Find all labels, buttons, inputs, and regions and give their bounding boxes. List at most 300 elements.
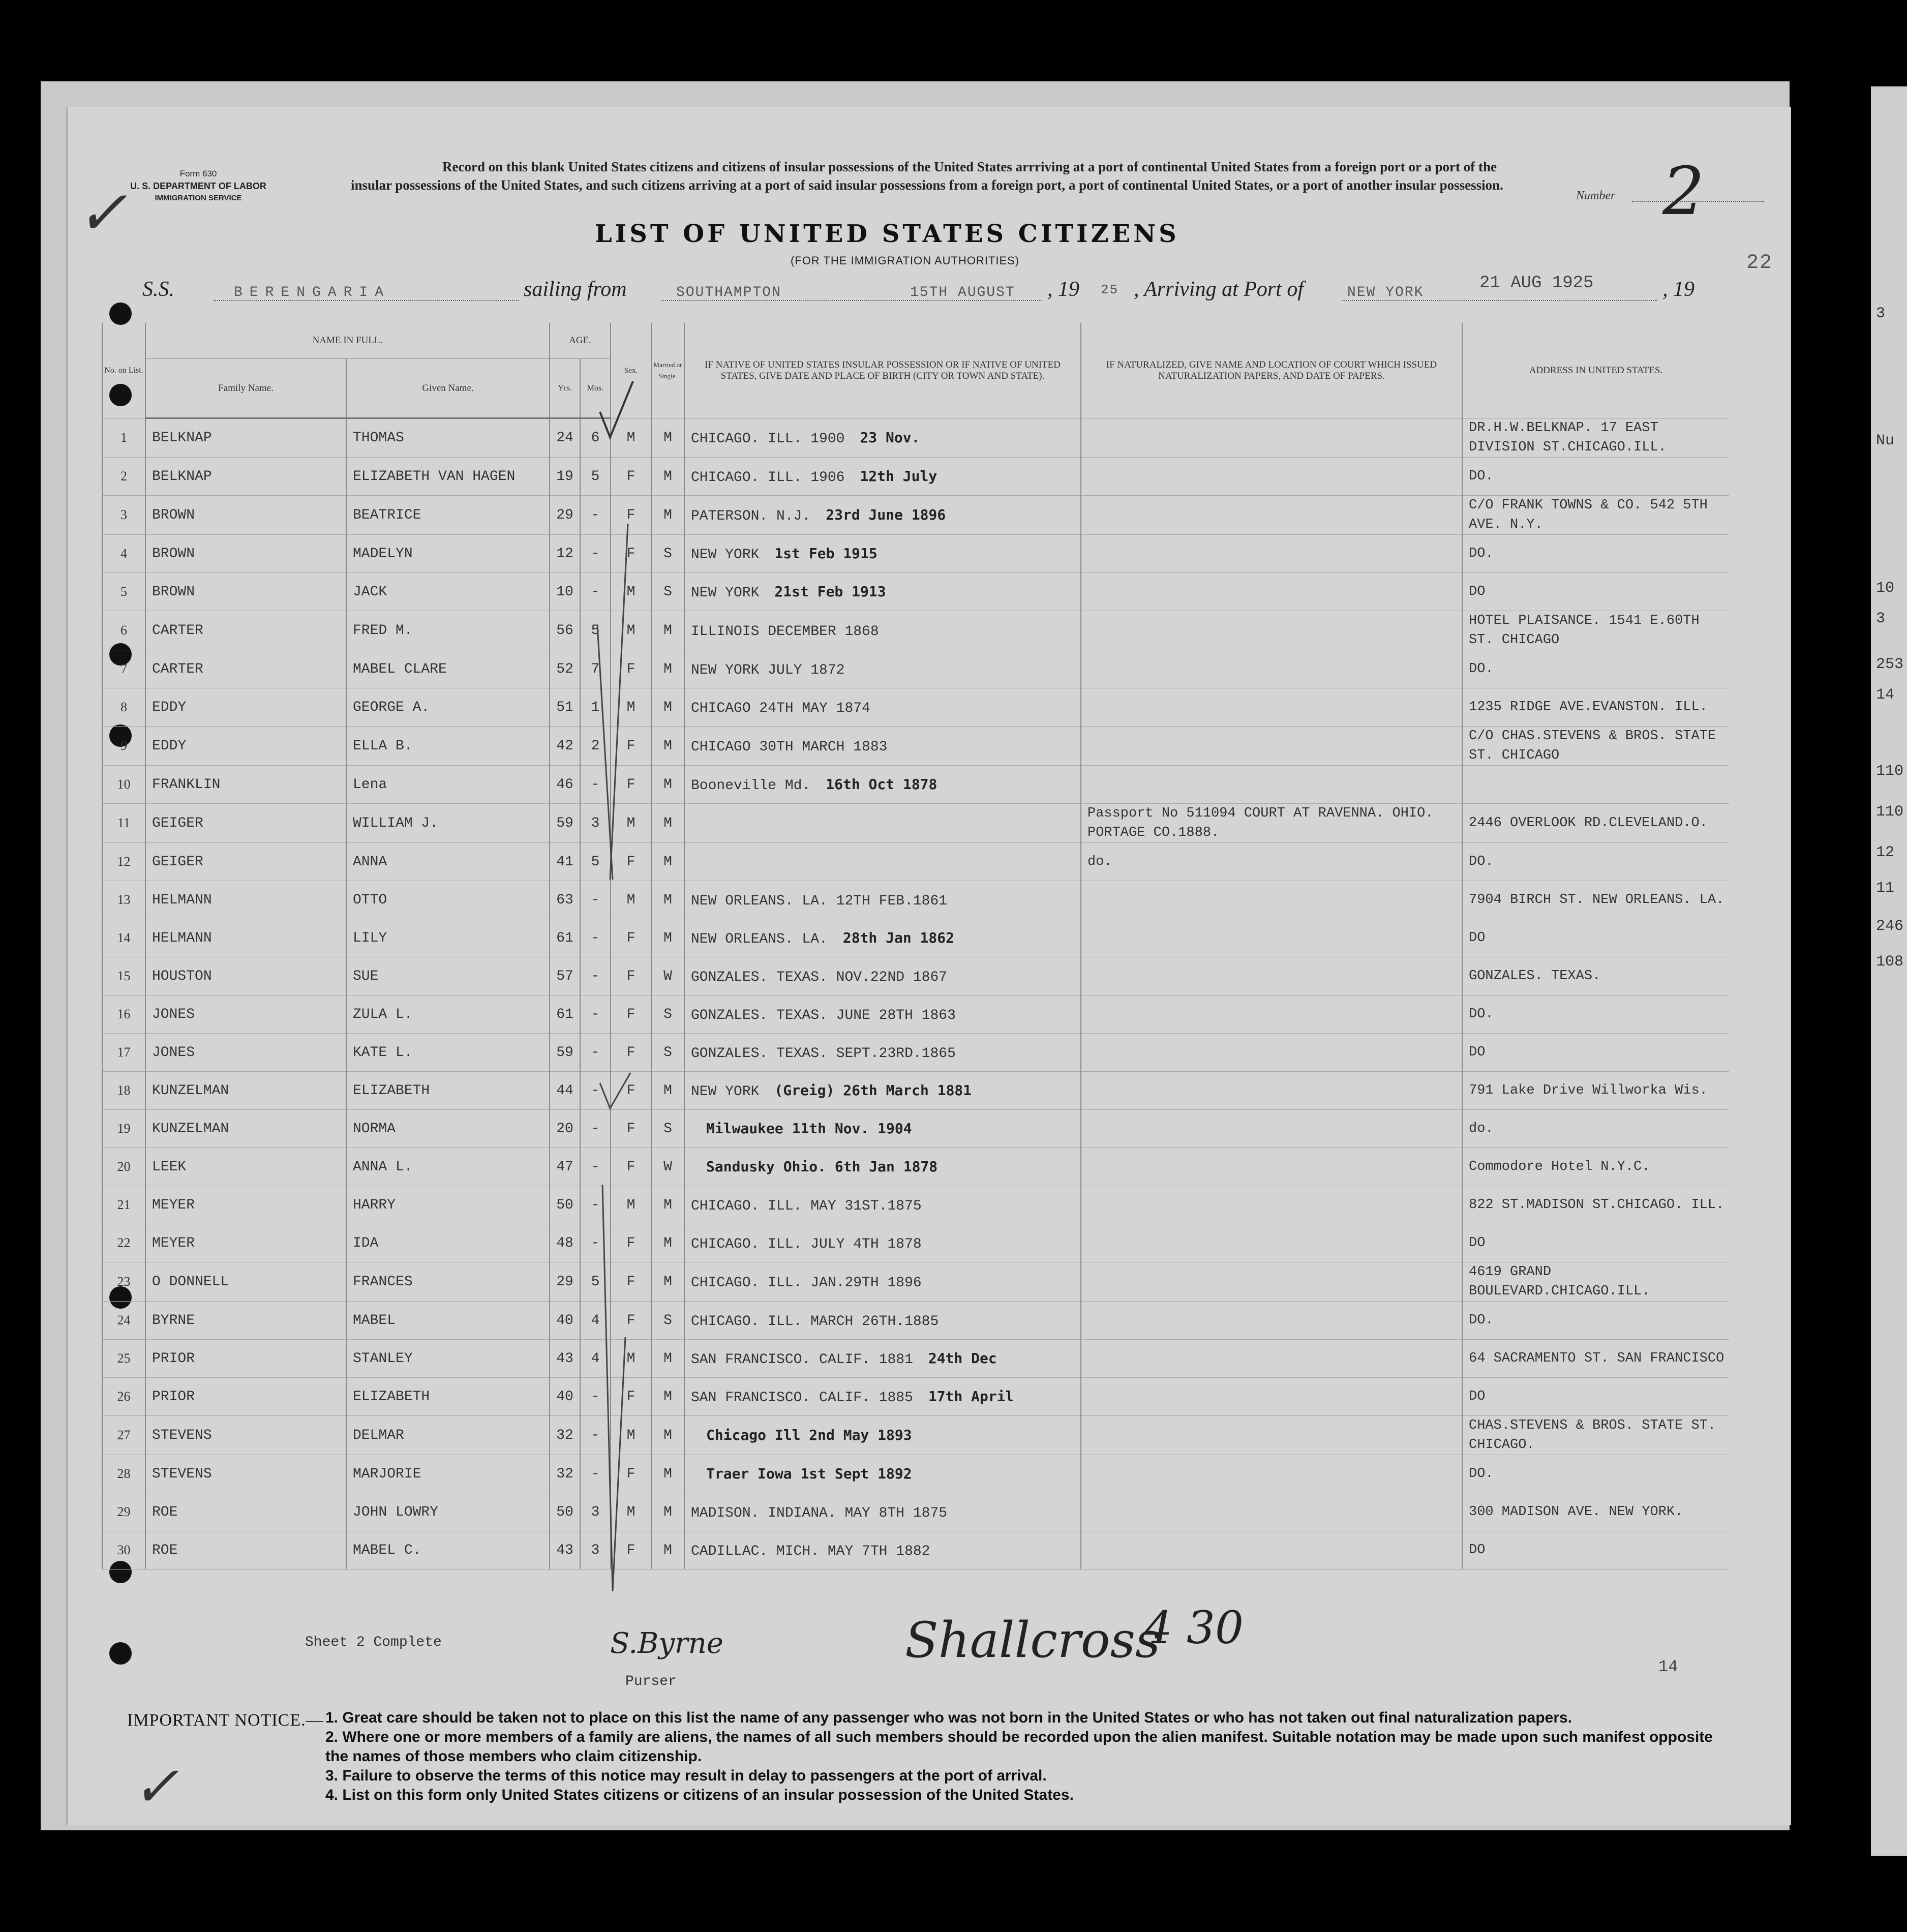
marital-status: M: [651, 919, 684, 957]
row-number: 21: [102, 1186, 145, 1224]
family-name: HOUSTON: [145, 957, 346, 995]
table-row: [102, 727, 1729, 766]
birth-place-date: [684, 458, 1081, 496]
sheet-complete-note: Sheet 2 Complete: [305, 1635, 442, 1650]
sex: F: [611, 1302, 651, 1340]
naturalization: [1081, 1110, 1462, 1148]
given-name: GEORGE A.: [346, 688, 550, 727]
table-row: [102, 1378, 1729, 1416]
birth-typed: CHICAGO 30TH MARCH 1883: [691, 739, 888, 755]
family-name: BELKNAP: [145, 418, 346, 458]
year2-suffix: 22: [1746, 252, 1773, 275]
naturalization: [1081, 1034, 1462, 1072]
age-months: -: [580, 995, 611, 1034]
table-row: [102, 881, 1729, 919]
age-months: -: [580, 535, 611, 573]
age-years: 41: [550, 843, 580, 881]
family-name: GEIGER: [145, 843, 346, 881]
birth-place-date: [684, 804, 1081, 843]
age-years: 10: [550, 573, 580, 611]
age-months: -: [580, 1034, 611, 1072]
row-number: 23: [102, 1262, 145, 1302]
family-name: GEIGER: [145, 804, 346, 843]
address: DO: [1462, 1224, 1729, 1262]
birth-typed: GONZALES. TEXAS. JUNE 28TH 1863: [691, 1007, 956, 1023]
family-name: STEVENS: [145, 1416, 346, 1455]
family-name: KUNZELMAN: [145, 1072, 346, 1110]
service-name: IMMIGRATION SERVICE: [155, 194, 242, 202]
marital-status: S: [651, 535, 684, 573]
row-number: 9: [102, 727, 145, 766]
purser-signature: S.Byrne: [610, 1627, 723, 1660]
address: CHAS.STEVENS & BROS. STATE ST. CHICAGO.: [1462, 1416, 1729, 1455]
page-subtitle: (FOR THE IMMIGRATION AUTHORITIES): [791, 254, 1020, 267]
address: DO: [1462, 1034, 1729, 1072]
family-name: BELKNAP: [145, 458, 346, 496]
given-name: ELLA B.: [346, 727, 550, 766]
birth-place-date: [684, 957, 1081, 995]
sex: F: [611, 919, 651, 957]
sex: F: [611, 1378, 651, 1416]
age-years: 50: [550, 1493, 580, 1531]
row-number: 2: [102, 458, 145, 496]
row-number: 16: [102, 995, 145, 1034]
birth-place-date: [684, 919, 1081, 957]
naturalization: [1081, 1455, 1462, 1493]
table-row: [102, 458, 1729, 496]
sex: F: [611, 1034, 651, 1072]
punch-hole: [109, 1642, 132, 1665]
age-years: 61: [550, 995, 580, 1034]
table-row: [102, 688, 1729, 727]
age-months: 5: [580, 611, 611, 650]
row-number: 6: [102, 611, 145, 650]
address: DO.: [1462, 1302, 1729, 1340]
family-name: PRIOR: [145, 1378, 346, 1416]
marital-status: M: [651, 1186, 684, 1224]
family-name: HELMANN: [145, 881, 346, 919]
naturalization: Passport No 511094 COURT AT RAVENNA. OHIO. PORTAGE CO.1888.: [1081, 804, 1462, 843]
table-row: [102, 957, 1729, 995]
naturalization: [1081, 1493, 1462, 1531]
col-header-yrs: Yrs.: [550, 359, 580, 418]
sex: F: [611, 766, 651, 804]
birth-date-overtyped: 17th April: [928, 1387, 1014, 1405]
birth-typed: GONZALES. TEXAS. SEPT.23RD.1865: [691, 1045, 956, 1062]
age-months: 5: [580, 1262, 611, 1302]
address: 1235 RIDGE AVE.EVANSTON. ILL.: [1462, 688, 1729, 727]
given-name: ELIZABETH: [346, 1378, 550, 1416]
adjacent-page-fragment: 3: [1876, 610, 1886, 627]
marital-status: S: [651, 1302, 684, 1340]
age-months: -: [580, 766, 611, 804]
given-name: OTTO: [346, 881, 550, 919]
number-value: 2: [1662, 153, 1705, 230]
given-name: JOHN LOWRY: [346, 1493, 550, 1531]
address: 791 Lake Drive Willworka Wis.: [1462, 1072, 1729, 1110]
adjacent-page-fragment: 110: [1876, 803, 1904, 821]
family-name: PRIOR: [145, 1340, 346, 1378]
row-number: 13: [102, 881, 145, 919]
number-underline: [1632, 201, 1764, 202]
row-number: 28: [102, 1455, 145, 1493]
address: [1462, 766, 1729, 804]
family-name: BYRNE: [145, 1302, 346, 1340]
adjacent-page-fragment: 14: [1876, 686, 1895, 704]
age-months: 5: [580, 843, 611, 881]
marital-status: M: [651, 1531, 684, 1569]
row-number: 18: [102, 1072, 145, 1110]
age-months: 3: [580, 804, 611, 843]
table-row: [102, 573, 1729, 611]
birth-typed: CHICAGO. ILL. JULY 4TH 1878: [691, 1236, 922, 1252]
notice-item: 1. Great care should be taken not to place on this list the name of any passenger who was not born in the United States or who has not taken out final naturalization papers.: [325, 1709, 1572, 1726]
adjacent-page-fragment: 110: [1876, 763, 1904, 780]
birth-date-overtyped: 1st Feb 1915: [774, 545, 877, 562]
row-number: 1: [102, 418, 145, 458]
address: do.: [1462, 1110, 1729, 1148]
table-row: [102, 1262, 1729, 1302]
birth-typed: CHICAGO. ILL. MARCH 26TH.1885: [691, 1313, 939, 1330]
given-name: ANNA: [346, 843, 550, 881]
marital-status: M: [651, 766, 684, 804]
sex: F: [611, 727, 651, 766]
address: HOTEL PLAISANCE. 1541 E.60TH ST. CHICAGO: [1462, 611, 1729, 650]
form-number: Form 630: [179, 169, 217, 178]
marital-status: M: [651, 458, 684, 496]
marital-status: W: [651, 957, 684, 995]
birth-place-date: [684, 1378, 1081, 1416]
birth-place-date: [684, 418, 1081, 458]
naturalization: [1081, 496, 1462, 535]
address: DR.H.W.BELKNAP. 17 EAST DIVISION ST.CHICAGO.ILL.: [1462, 418, 1729, 458]
marital-status: S: [651, 995, 684, 1034]
age-years: 63: [550, 881, 580, 919]
marital-status: M: [651, 1340, 684, 1378]
sex: M: [611, 881, 651, 919]
age-months: -: [580, 1455, 611, 1493]
age-months: 3: [580, 1493, 611, 1531]
naturalization: [1081, 1340, 1462, 1378]
table-row: [102, 766, 1729, 804]
marital-status: W: [651, 1148, 684, 1186]
sex: M: [611, 1340, 651, 1378]
age-months: 5: [580, 458, 611, 496]
birth-typed: CHICAGO. ILL. 1900: [691, 431, 845, 447]
naturalization: [1081, 1531, 1462, 1569]
naturalization: [1081, 573, 1462, 611]
arriving-label: , Arriving at Port of: [1134, 278, 1304, 301]
naturalization: [1081, 727, 1462, 766]
table-row: [102, 1340, 1729, 1378]
birth-typed: CADILLAC. MICH. MAY 7TH 1882: [691, 1543, 930, 1559]
given-name: KATE L.: [346, 1034, 550, 1072]
col-header-name: NAME IN FULL.: [145, 323, 550, 359]
marital-status: M: [651, 1072, 684, 1110]
naturalization: [1081, 418, 1462, 458]
ss-label: S.S.: [142, 278, 174, 301]
birth-place-date: [684, 496, 1081, 535]
birth-place-date: [684, 1072, 1081, 1110]
given-name: SUE: [346, 957, 550, 995]
year-suffix: 25: [1101, 282, 1119, 297]
birth-place-date: [684, 1340, 1081, 1378]
age-years: 40: [550, 1302, 580, 1340]
birth-date-overtyped: 23 Nov.: [860, 429, 920, 446]
family-name: BROWN: [145, 573, 346, 611]
birth-typed: CHICAGO. ILL. MAY 31ST.1875: [691, 1198, 922, 1214]
given-name: MARJORIE: [346, 1455, 550, 1493]
sex: F: [611, 1455, 651, 1493]
birth-place-date: [684, 1455, 1081, 1493]
age-years: 52: [550, 650, 580, 688]
naturalization: [1081, 458, 1462, 496]
table-row: [102, 1416, 1729, 1455]
age-years: 24: [550, 418, 580, 458]
marital-status: M: [651, 1224, 684, 1262]
row-number: 3: [102, 496, 145, 535]
page-title: LIST OF UNITED STATES CITIZENS: [595, 220, 1179, 248]
birth-place-date: [684, 688, 1081, 727]
marital-status: M: [651, 1455, 684, 1493]
sex: F: [611, 995, 651, 1034]
row-number: 27: [102, 1416, 145, 1455]
birth-place-date: [684, 535, 1081, 573]
table-row: [102, 843, 1729, 881]
age-years: 48: [550, 1224, 580, 1262]
sex: M: [611, 1186, 651, 1224]
family-name: ROE: [145, 1531, 346, 1569]
given-name: IDA: [346, 1224, 550, 1262]
row-number: 20: [102, 1148, 145, 1186]
naturalization: [1081, 650, 1462, 688]
given-name: ZULA L.: [346, 995, 550, 1034]
given-name: MABEL CLARE: [346, 650, 550, 688]
family-name: JONES: [145, 1034, 346, 1072]
age-years: 57: [550, 957, 580, 995]
marital-status: M: [651, 1416, 684, 1455]
given-name: LILY: [346, 919, 550, 957]
marital-status: S: [651, 573, 684, 611]
table-row: [102, 418, 1729, 458]
row-number: 25: [102, 1340, 145, 1378]
table-row: [102, 1531, 1729, 1569]
adjacent-page-fragment: 108: [1876, 953, 1904, 971]
sex: F: [611, 1110, 651, 1148]
birth-place-date: [684, 1302, 1081, 1340]
age-years: 59: [550, 1034, 580, 1072]
adjacent-page-fragment: 12: [1876, 844, 1895, 861]
row-number: 8: [102, 688, 145, 727]
sex: M: [611, 688, 651, 727]
age-years: 19: [550, 458, 580, 496]
table-row: [102, 1302, 1729, 1340]
adjacent-page-fragment: 3: [1876, 305, 1886, 322]
punch-hole: [109, 303, 132, 325]
port-from: SOUTHAMPTON: [676, 285, 781, 300]
col-header-address: ADDRESS IN UNITED STATES.: [1462, 323, 1729, 418]
number-label: Number: [1576, 189, 1616, 202]
birth-place-date: [684, 1531, 1081, 1569]
family-name: MEYER: [145, 1224, 346, 1262]
table-row: [102, 1034, 1729, 1072]
address: DO: [1462, 573, 1729, 611]
age-months: 1: [580, 688, 611, 727]
birth-place-date: [684, 611, 1081, 650]
row-number: 26: [102, 1378, 145, 1416]
birth-place-date: [684, 1186, 1081, 1224]
address: 7904 BIRCH ST. NEW ORLEANS. LA.: [1462, 881, 1729, 919]
sex: F: [611, 458, 651, 496]
birth-date-overtyped: Traer Iowa 1st Sept 1892: [706, 1465, 912, 1482]
age-months: -: [580, 1416, 611, 1455]
row-number: 12: [102, 843, 145, 881]
birth-date-overtyped: Sandusky Ohio. 6th Jan 1878: [706, 1158, 938, 1175]
given-name: Lena: [346, 766, 550, 804]
age-months: -: [580, 919, 611, 957]
age-years: 51: [550, 688, 580, 727]
given-name: NORMA: [346, 1110, 550, 1148]
address: C/O FRANK TOWNS & CO. 542 5TH AVE. N.Y.: [1462, 496, 1729, 535]
given-name: STANLEY: [346, 1340, 550, 1378]
marital-status: M: [651, 804, 684, 843]
page-mark: 14: [1658, 1657, 1678, 1676]
age-years: 42: [550, 727, 580, 766]
age-months: -: [580, 881, 611, 919]
age-months: -: [580, 1186, 611, 1224]
address: GONZALES. TEXAS.: [1462, 957, 1729, 995]
birth-date-overtyped: 12th July: [860, 467, 937, 485]
age-years: 20: [550, 1110, 580, 1148]
age-months: 3: [580, 1531, 611, 1569]
address: DO.: [1462, 458, 1729, 496]
birth-place-date: [684, 1110, 1081, 1148]
margin-checkmark: ✓: [132, 1754, 179, 1819]
form-instructions: Record on this blank United States citizens and citizens of insular possessions of the United States arrriving at a port of continental United States from a foreign port or a port of the insular possessions of the United States, and such citizens arriving at a port of said insular possessions from a foreign port, a port of continental United States, or a port of another insular possession.: [351, 159, 1503, 193]
family-name: CARTER: [145, 650, 346, 688]
address: DO.: [1462, 535, 1729, 573]
age-months: -: [580, 1224, 611, 1262]
row-number: 30: [102, 1531, 145, 1569]
arrival-stamp: 21 AUG 1925: [1479, 274, 1594, 293]
sex: M: [611, 804, 651, 843]
family-name: ROE: [145, 1493, 346, 1531]
naturalization: [1081, 1186, 1462, 1224]
naturalization: [1081, 1378, 1462, 1416]
col-header-sex: Sex.: [611, 323, 651, 418]
col-header-birth: IF NATIVE OF UNITED STATES INSULAR POSSESSION OR IF NATIVE OF UNITED STATES, GIVE DATE AND PLACE OF BIRTH (CITY OR TOWN AND STATE).: [684, 323, 1081, 418]
sex: F: [611, 1224, 651, 1262]
age-months: 7: [580, 650, 611, 688]
birth-typed: ILLINOIS DECEMBER 1868: [691, 623, 879, 640]
marital-status: M: [651, 418, 684, 458]
table-row: [102, 496, 1729, 535]
table-row: [102, 535, 1729, 573]
col-header-given: Given Name.: [346, 359, 550, 418]
age-months: -: [580, 573, 611, 611]
birth-typed: GONZALES. TEXAS. NOV.22ND 1867: [691, 969, 948, 985]
row-number: 22: [102, 1224, 145, 1262]
age-years: 43: [550, 1531, 580, 1569]
sex: F: [611, 535, 651, 573]
given-name: HARRY: [346, 1186, 550, 1224]
row-number: 14: [102, 919, 145, 957]
birth-typed: PATERSON. N.J.: [691, 508, 811, 524]
family-name: O DONNELL: [145, 1262, 346, 1302]
naturalization: [1081, 919, 1462, 957]
naturalization: [1081, 881, 1462, 919]
marital-status: M: [651, 650, 684, 688]
purser-label: Purser: [625, 1674, 677, 1689]
age-years: 61: [550, 919, 580, 957]
sex: M: [611, 573, 651, 611]
naturalization: [1081, 1302, 1462, 1340]
row-number: 4: [102, 535, 145, 573]
birth-typed: CHICAGO. ILL. JAN.29TH 1896: [691, 1275, 922, 1291]
address: DO.: [1462, 1455, 1729, 1493]
col-header-married: Married or Single.: [651, 323, 684, 418]
address: 822 ST.MADISON ST.CHICAGO. ILL.: [1462, 1186, 1729, 1224]
naturalization: [1081, 766, 1462, 804]
age-months: -: [580, 1072, 611, 1110]
col-header-family: Family Name.: [145, 359, 346, 418]
age-months: -: [580, 1148, 611, 1186]
naturalization: [1081, 957, 1462, 995]
age-years: 50: [550, 1186, 580, 1224]
birth-place-date: [684, 843, 1081, 881]
sex: M: [611, 611, 651, 650]
family-name: EDDY: [145, 727, 346, 766]
age-months: 6: [580, 418, 611, 458]
col-header-naturalized: IF NATURALIZED, GIVE NAME AND LOCATION OF COURT WHICH ISSUED NATURALIZATION PAPERS, AND DATE OF PAPERS.: [1081, 323, 1462, 418]
marital-status: M: [651, 727, 684, 766]
sex: F: [611, 1148, 651, 1186]
year2-prefix: , 19: [1662, 278, 1694, 301]
birth-place-date: [684, 995, 1081, 1034]
row-number: 19: [102, 1110, 145, 1148]
marital-status: M: [651, 881, 684, 919]
naturalization: [1081, 535, 1462, 573]
sex: F: [611, 957, 651, 995]
given-name: DELMAR: [346, 1416, 550, 1455]
birth-place-date: [684, 766, 1081, 804]
age-months: 2: [580, 727, 611, 766]
table-row: [102, 611, 1729, 650]
sex: F: [611, 496, 651, 535]
address: C/O CHAS.STEVENS & BROS. STATE ST. CHICAGO: [1462, 727, 1729, 766]
age-years: 29: [550, 1262, 580, 1302]
form-identifier: [102, 168, 295, 204]
margin-checkmark: ✓: [76, 178, 128, 249]
col-header-no: No. on List.: [102, 323, 145, 418]
birth-typed: SAN FRANCISCO. CALIF. 1885: [691, 1390, 913, 1406]
given-name: ANNA L.: [346, 1148, 550, 1186]
sex: F: [611, 843, 651, 881]
port-underline: [1342, 300, 1657, 301]
table-row: [102, 1493, 1729, 1531]
birth-date-overtyped: 28th Jan 1862: [842, 929, 954, 946]
adjacent-page-fragment: 246: [1876, 918, 1904, 935]
adjacent-page-fragment: 11: [1876, 880, 1895, 897]
marital-status: S: [651, 1034, 684, 1072]
important-notice: [325, 1708, 1734, 1805]
notice-item: 2. Where one or more members of a family are aliens, the names of all such members should be recorded upon the alien manifest. Suitable notation may be made upon such manifest opposite the names of those members who claim citizenship.: [325, 1729, 1713, 1765]
ship-name: BERENGARIA: [234, 285, 391, 300]
birth-date-overtyped: Chicago Ill 2nd May 1893: [706, 1426, 912, 1443]
birth-typed: NEW ORLEANS. LA.: [691, 931, 828, 947]
birth-place-date: [684, 1416, 1081, 1455]
birth-place-date: [684, 1224, 1081, 1262]
